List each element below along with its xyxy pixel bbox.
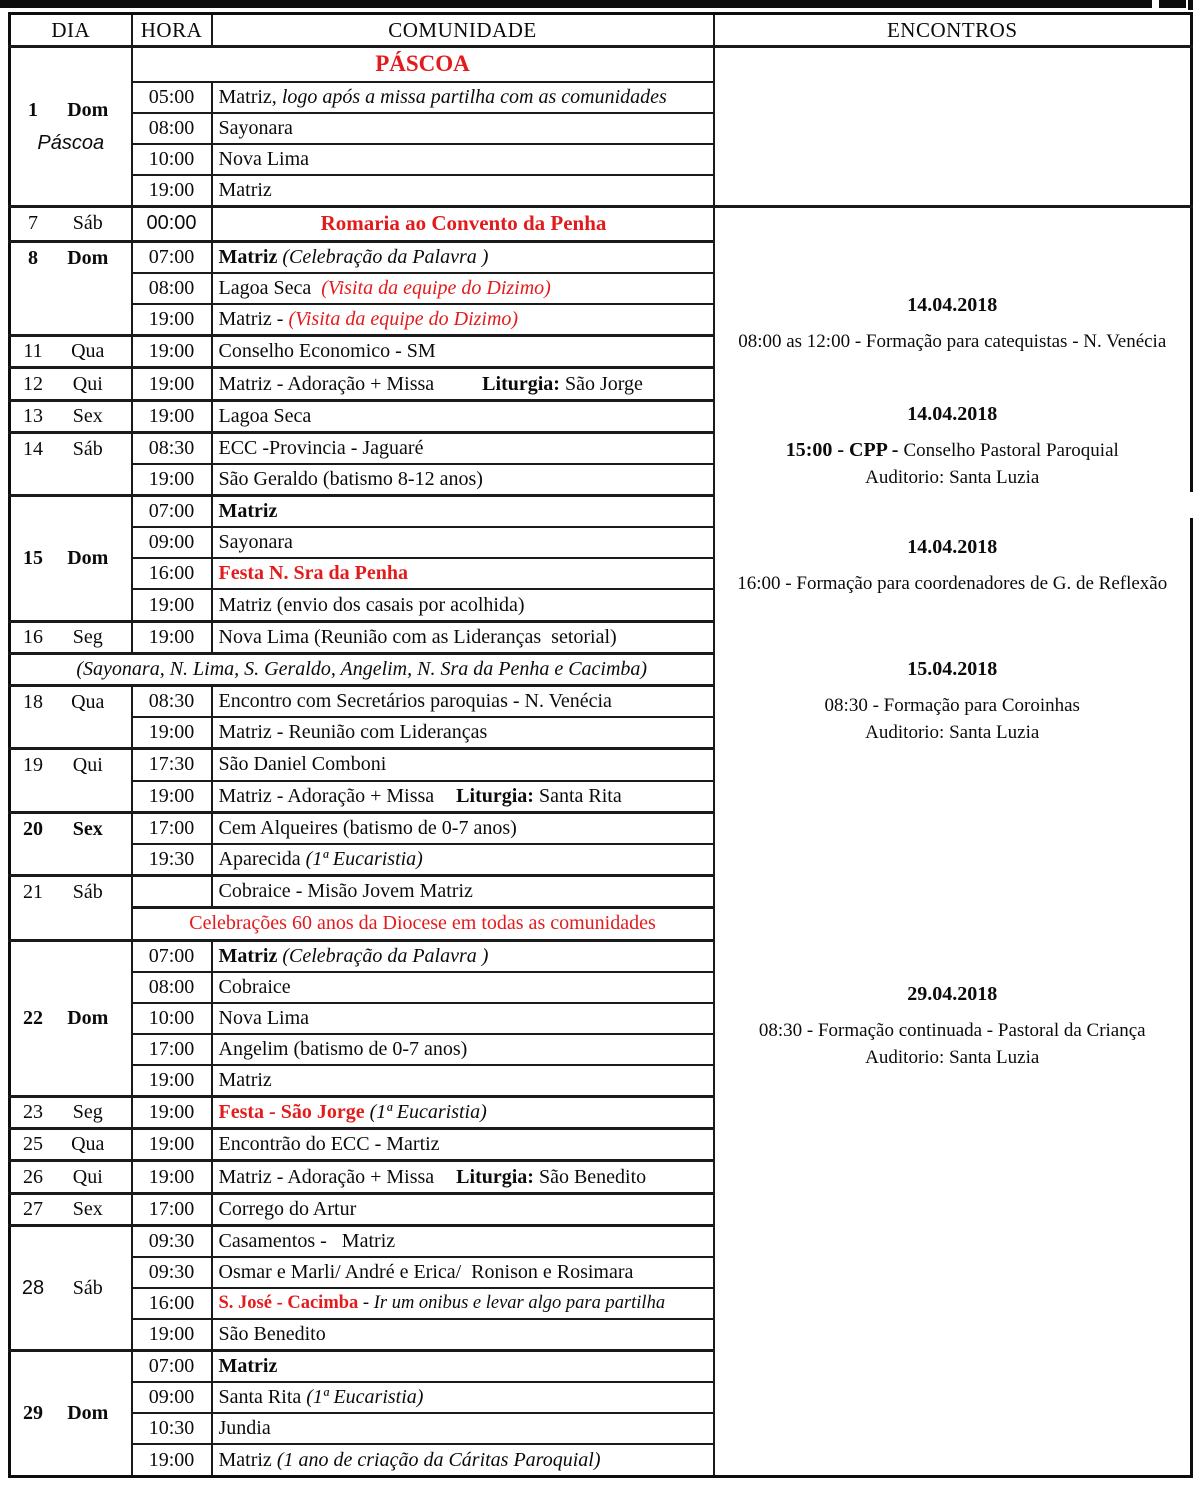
comunidade-cell xyxy=(212,621,714,653)
encontro-line: Auditorio: Santa Luzia xyxy=(865,1047,1040,1069)
hora-cell: 08:00 xyxy=(132,113,212,144)
event-text: Cobraice xyxy=(218,975,291,998)
encontro-line: 08:30 - Formação continuada - Pastoral da Criança xyxy=(758,1020,1146,1042)
weekday: Sáb xyxy=(72,880,103,903)
comunidade-cell xyxy=(212,336,714,368)
weekday: Qua xyxy=(71,340,105,363)
comunidade-cell xyxy=(212,1225,714,1257)
comunidade-cell xyxy=(212,1003,714,1034)
hora-cell: 09:30 xyxy=(132,1257,212,1288)
hora-cell: 07:00 xyxy=(132,1351,212,1383)
hora-cell: 10:00 xyxy=(132,1003,212,1034)
table-row xyxy=(10,47,1192,82)
festa-penha-text: Festa N. Sra da Penha xyxy=(218,562,408,585)
hora-cell: 19:00 xyxy=(132,336,212,368)
encontro-date: 14.04.2018 xyxy=(907,536,998,559)
encontros-empty-cell xyxy=(714,47,1192,207)
event-text-italic: (1 ano de criação da Cáritas Paroquial) xyxy=(276,1448,601,1471)
weekday: Dom xyxy=(67,98,109,121)
scan-artifact-notch xyxy=(1152,0,1159,8)
event-text-italic: (1ª Eucaristia) xyxy=(305,847,423,870)
event-text-bold: Matriz xyxy=(218,1355,278,1378)
event-text: ECC -Provincia - Jaguaré xyxy=(218,437,424,460)
comunidade-cell xyxy=(212,113,714,144)
event-text: Encontro com Secretários paroquias - N. Venécia xyxy=(218,690,612,713)
comunidade-cell xyxy=(212,175,714,207)
event-text-italic: (Celebração da Palavra ) xyxy=(282,944,489,967)
event-text: Matriz - Adoração + Missa xyxy=(218,372,435,395)
event-text: Matriz, xyxy=(218,85,282,108)
hora-cell: 08:00 xyxy=(132,972,212,1003)
festa-sao-jorge-text: Festa - São Jorge xyxy=(218,1101,370,1123)
event-text: Matriz - Adoração + Missa xyxy=(218,1165,435,1188)
comunidade-cell xyxy=(212,1413,714,1444)
scan-artifact-blob xyxy=(1188,0,1193,10)
dia-cell-27 xyxy=(10,1193,132,1225)
comunidade-cell xyxy=(212,749,714,781)
encontro-block xyxy=(715,533,1191,597)
hora-cell: 08:30 xyxy=(132,432,212,464)
dia-cell-11 xyxy=(10,336,132,368)
comunidade-cell xyxy=(212,1351,714,1383)
comunidade-cell xyxy=(212,400,714,432)
event-text-bold: Matriz xyxy=(218,500,278,523)
weekday: Sex xyxy=(72,817,103,840)
hora-cell: 19:00 xyxy=(132,464,212,496)
comunidade-cell xyxy=(212,1257,714,1288)
comunidade-cell xyxy=(212,241,714,273)
event-text: Nova Lima xyxy=(218,1006,310,1029)
comunidade-cell xyxy=(212,875,714,907)
day-number: 12 xyxy=(23,372,43,395)
comunidade-cell xyxy=(212,1193,714,1225)
comunidade-cell xyxy=(212,1288,714,1319)
event-text: São Daniel Comboni xyxy=(218,753,387,776)
dia-cell-12 xyxy=(10,368,132,400)
weekday: Qui xyxy=(72,372,103,395)
dia-cell-16 xyxy=(10,621,132,653)
event-text: Aparecida xyxy=(218,847,306,870)
weekday: Seg xyxy=(72,625,103,648)
dia-cell-23 xyxy=(10,1096,132,1128)
communities-note-row: (Sayonara, N. Lima, S. Geraldo, Angelim, N. Sra da Penha e Cacimba) xyxy=(10,653,714,685)
day-number: 27 xyxy=(23,1197,43,1220)
hora-cell: 19:00 xyxy=(132,1161,212,1193)
encontro-line: Auditorio: Santa Luzia xyxy=(865,722,1040,744)
event-text-italic: logo após a missa partilha com as comunidades xyxy=(281,85,667,108)
encontro-block xyxy=(715,655,1191,746)
day-number: 26 xyxy=(23,1165,43,1188)
comunidade-cell xyxy=(212,717,714,749)
event-text: São Benedito xyxy=(218,1323,326,1346)
event-text: Casamentos - Matriz xyxy=(218,1230,396,1252)
dia-cell-15 xyxy=(10,496,132,621)
encontro-line: 08:00 as 12:00 - Formação para catequistas - N. Venécia xyxy=(738,331,1167,353)
header-row xyxy=(10,14,1192,47)
col-header-hora: HORA xyxy=(132,14,212,47)
day-number: 14 xyxy=(23,437,43,460)
liturgia-value: São Jorge xyxy=(559,372,643,395)
hora-cell: 19:00 xyxy=(132,589,212,621)
comunidade-cell xyxy=(212,589,714,621)
event-text: Lagoa Seca xyxy=(218,277,322,300)
event-text: Santa Rita xyxy=(218,1386,307,1409)
hora-cell: 19:00 xyxy=(132,1319,212,1351)
hora-cell: 19:30 xyxy=(132,844,212,876)
comunidade-cell xyxy=(212,781,714,813)
hora-cell: 19:00 xyxy=(132,1065,212,1097)
event-text: - xyxy=(358,1293,374,1314)
event-text: Nova Lima xyxy=(218,147,310,170)
weekday: Dom xyxy=(67,1402,109,1425)
liturgia-value: São Benedito xyxy=(533,1165,647,1188)
dia-cell-26 xyxy=(10,1161,132,1193)
event-text: Sayonara xyxy=(218,116,293,139)
encontro-line: Auditorio: Santa Luzia xyxy=(865,467,1040,489)
day-number: 16 xyxy=(23,625,43,648)
hora-cell: 07:00 xyxy=(132,241,212,273)
comunidade-cell xyxy=(212,972,714,1003)
comunidade-cell xyxy=(212,844,714,876)
encontros-cell xyxy=(714,207,1192,1477)
hora-cell: 17:00 xyxy=(132,812,212,844)
day-number: 11 xyxy=(23,340,43,363)
hora-cell: 19:00 xyxy=(132,1096,212,1128)
weekday: Qua xyxy=(71,691,105,714)
hora-cell: 09:00 xyxy=(132,527,212,558)
weekday: Dom xyxy=(67,1006,109,1029)
event-text: Matriz xyxy=(218,1068,272,1091)
hora-cell: 19:00 xyxy=(132,304,212,336)
comunidade-cell xyxy=(212,558,714,589)
event-text: Matriz - Adoração + Missa xyxy=(218,784,435,807)
encontro-date: 29.04.2018 xyxy=(907,983,998,1006)
encontro-line-bold: 15:00 - CPP - xyxy=(785,439,904,462)
weekday: Sáb xyxy=(72,437,103,460)
hora-cell: 08:30 xyxy=(132,686,212,718)
event-text: Angelim (batismo de 0-7 anos) xyxy=(218,1037,468,1060)
event-text: Nova Lima (Reunião com as Lideranças setorial) xyxy=(218,625,617,648)
dia-cell-25 xyxy=(10,1129,132,1161)
romaria-banner: Romaria ao Convento da Penha xyxy=(212,207,714,242)
dia-cell-22 xyxy=(10,940,132,1096)
comunidade-cell xyxy=(212,1319,714,1351)
sao-jose-cacimba-text: S. José - Cacimba xyxy=(218,1293,359,1314)
hora-cell: 19:00 xyxy=(132,781,212,813)
encontro-date: 14.04.2018 xyxy=(907,294,998,317)
comunidade-cell xyxy=(212,527,714,558)
pascoa-banner: PÁSCOA xyxy=(132,47,714,82)
comunidade-cell xyxy=(212,1065,714,1097)
day-number: 23 xyxy=(23,1101,43,1123)
hora-cell: 16:00 xyxy=(132,1288,212,1319)
dia-cell-18 xyxy=(10,686,132,749)
hora-cell: 19:00 xyxy=(132,621,212,653)
hora-cell: 09:00 xyxy=(132,1382,212,1413)
event-text: Conselho Economico - SM xyxy=(218,340,436,363)
day-number: 22 xyxy=(23,1006,43,1029)
col-header-comunidade: COMUNIDADE xyxy=(212,14,714,47)
comunidade-cell xyxy=(212,686,714,718)
event-text: Sayonara xyxy=(218,531,293,554)
liturgia-value: Santa Rita xyxy=(533,784,622,807)
schedule-table xyxy=(8,12,1193,1478)
comunidade-cell xyxy=(212,273,714,304)
encontro-line: 15:00 - CPP - Conselho Pastoral Paroquial xyxy=(785,439,1119,462)
event-text: Matriz (envio dos casais por acolhida) xyxy=(218,593,525,616)
dia-cell-20 xyxy=(10,812,132,875)
hora-cell: 19:00 xyxy=(132,1444,212,1476)
day-number: 21 xyxy=(23,880,43,903)
event-text-italic: (1ª Eucaristia) xyxy=(369,1101,487,1123)
encontro-block xyxy=(715,291,1191,355)
dia-cell-14 xyxy=(10,432,132,495)
hora-cell: 19:00 xyxy=(132,717,212,749)
hora-cell: 10:00 xyxy=(132,144,212,175)
day-number: 1 xyxy=(28,98,38,121)
event-text-italic: (Celebração da Palavra ) xyxy=(282,245,489,268)
event-text-bold: Matriz xyxy=(218,245,283,268)
comunidade-cell xyxy=(212,82,714,113)
comunidade-cell xyxy=(212,940,714,972)
scan-border-gap xyxy=(1184,492,1194,518)
event-text: Jundia xyxy=(218,1417,271,1440)
hora-cell: 19:00 xyxy=(132,1129,212,1161)
comunidade-cell xyxy=(212,1034,714,1065)
dia-cell-13 xyxy=(10,400,132,432)
liturgia-label: Liturgia: xyxy=(456,784,534,807)
event-text: Encontrão do ECC - Martiz xyxy=(218,1133,440,1156)
comunidade-cell xyxy=(212,1096,714,1128)
day-number: 19 xyxy=(23,754,43,777)
comunidade-cell xyxy=(212,304,714,336)
comunidade-cell xyxy=(212,368,714,400)
hora-cell: 08:00 xyxy=(132,273,212,304)
dia-cell-21 xyxy=(10,875,132,940)
comunidade-cell xyxy=(212,812,714,844)
encontro-date: 15.04.2018 xyxy=(907,658,998,681)
encontro-line: 08:30 - Formação para Coroinhas xyxy=(824,695,1080,717)
comunidade-cell xyxy=(212,1382,714,1413)
scan-artifact-bar xyxy=(0,0,1186,8)
hora-cell: 19:00 xyxy=(132,400,212,432)
hora-cell: 17:30 xyxy=(132,749,212,781)
hora-cell: 05:00 xyxy=(132,82,212,113)
weekday: Qui xyxy=(72,1165,103,1188)
event-text: Lagoa Seca xyxy=(218,404,312,427)
weekday: Dom xyxy=(67,546,109,569)
comunidade-cell xyxy=(212,1444,714,1476)
hora-cell xyxy=(132,875,212,907)
event-text: Osmar e Marli/ André e Erica/ Ronison e Rosimara xyxy=(218,1261,634,1284)
event-text: Matriz - Reunião com Lideranças xyxy=(218,721,488,744)
day-note: Páscoa xyxy=(37,131,105,154)
encontro-date: 14.04.2018 xyxy=(907,403,998,426)
weekday: Qui xyxy=(72,754,103,777)
weekday: Dom xyxy=(67,246,109,269)
diocese-60-anos-banner: Celebrações 60 anos da Diocese em todas as comunidades xyxy=(132,908,714,940)
liturgia-label: Liturgia: xyxy=(456,1165,534,1188)
event-text-red-italic: (Visita da equipe do Dizimo) xyxy=(288,308,519,331)
hora-cell: 10:30 xyxy=(132,1413,212,1444)
event-text: Matriz xyxy=(218,179,272,202)
event-text: Matriz - xyxy=(218,308,289,331)
table-row xyxy=(10,207,1192,242)
event-text: Matriz xyxy=(218,1448,277,1471)
col-header-dia: DIA xyxy=(10,14,132,47)
dia-cell-29 xyxy=(10,1351,132,1477)
event-text-bold: Matriz xyxy=(218,944,283,967)
comunidade-cell xyxy=(212,432,714,464)
hora-cell: 19:00 xyxy=(132,175,212,207)
event-text: Corrego do Artur xyxy=(218,1197,357,1220)
day-number: 8 xyxy=(28,246,38,269)
weekday: Sáb xyxy=(72,212,103,235)
weekday: Sex xyxy=(72,404,103,427)
dia-cell-28 xyxy=(10,1225,132,1350)
comunidade-cell xyxy=(212,144,714,175)
col-header-encontros: ENCONTROS xyxy=(714,14,1192,47)
dia-cell-19 xyxy=(10,749,132,812)
encontro-block xyxy=(715,400,1191,491)
event-text-red-italic: (Visita da equipe do Dizimo) xyxy=(321,277,551,300)
event-text: Cem Alqueires (batismo de 0-7 anos) xyxy=(218,816,517,839)
event-text: São Geraldo (batismo 8-12 anos) xyxy=(218,468,483,491)
dia-cell-8 xyxy=(10,241,132,335)
hora-cell: 19:00 xyxy=(132,368,212,400)
dia-cell-1 xyxy=(10,47,132,207)
day-number: 15 xyxy=(23,546,43,569)
day-number: 7 xyxy=(28,212,38,235)
event-text-italic: Ir um onibus e levar algo para partilha xyxy=(373,1293,666,1314)
comunidade-cell xyxy=(212,1129,714,1161)
event-text-italic: (1ª Eucaristia) xyxy=(306,1386,424,1409)
day-number: 28 xyxy=(21,1276,45,1299)
comunidade-cell xyxy=(212,1161,714,1193)
day-number: 29 xyxy=(23,1402,43,1425)
encontro-block xyxy=(715,980,1191,1071)
day-number: 13 xyxy=(23,404,43,427)
day-number: 20 xyxy=(23,817,43,840)
hora-cell: 07:00 xyxy=(132,940,212,972)
hora-cell: 09:30 xyxy=(132,1225,212,1257)
hora-cell: 17:00 xyxy=(132,1193,212,1225)
weekday: Seg xyxy=(72,1101,103,1123)
weekday: Sáb xyxy=(72,1276,103,1299)
weekday: Sex xyxy=(72,1197,103,1220)
day-number: 25 xyxy=(23,1133,43,1156)
day-number: 18 xyxy=(23,691,43,714)
comunidade-cell xyxy=(212,496,714,528)
dia-cell-7 xyxy=(10,207,132,242)
hora-cell: 16:00 xyxy=(132,558,212,589)
comunidade-cell xyxy=(212,464,714,496)
hora-cell: 00:00 xyxy=(132,207,212,242)
hora-cell: 17:00 xyxy=(132,1034,212,1065)
event-text: Cobraice - Misão Jovem Matriz xyxy=(218,880,473,903)
liturgia-label: Liturgia: xyxy=(482,372,560,395)
encontro-line: 16:00 - Formação para coordenadores de G. de Reflexão xyxy=(737,573,1168,595)
hora-cell: 07:00 xyxy=(132,496,212,528)
weekday: Qua xyxy=(71,1133,105,1156)
